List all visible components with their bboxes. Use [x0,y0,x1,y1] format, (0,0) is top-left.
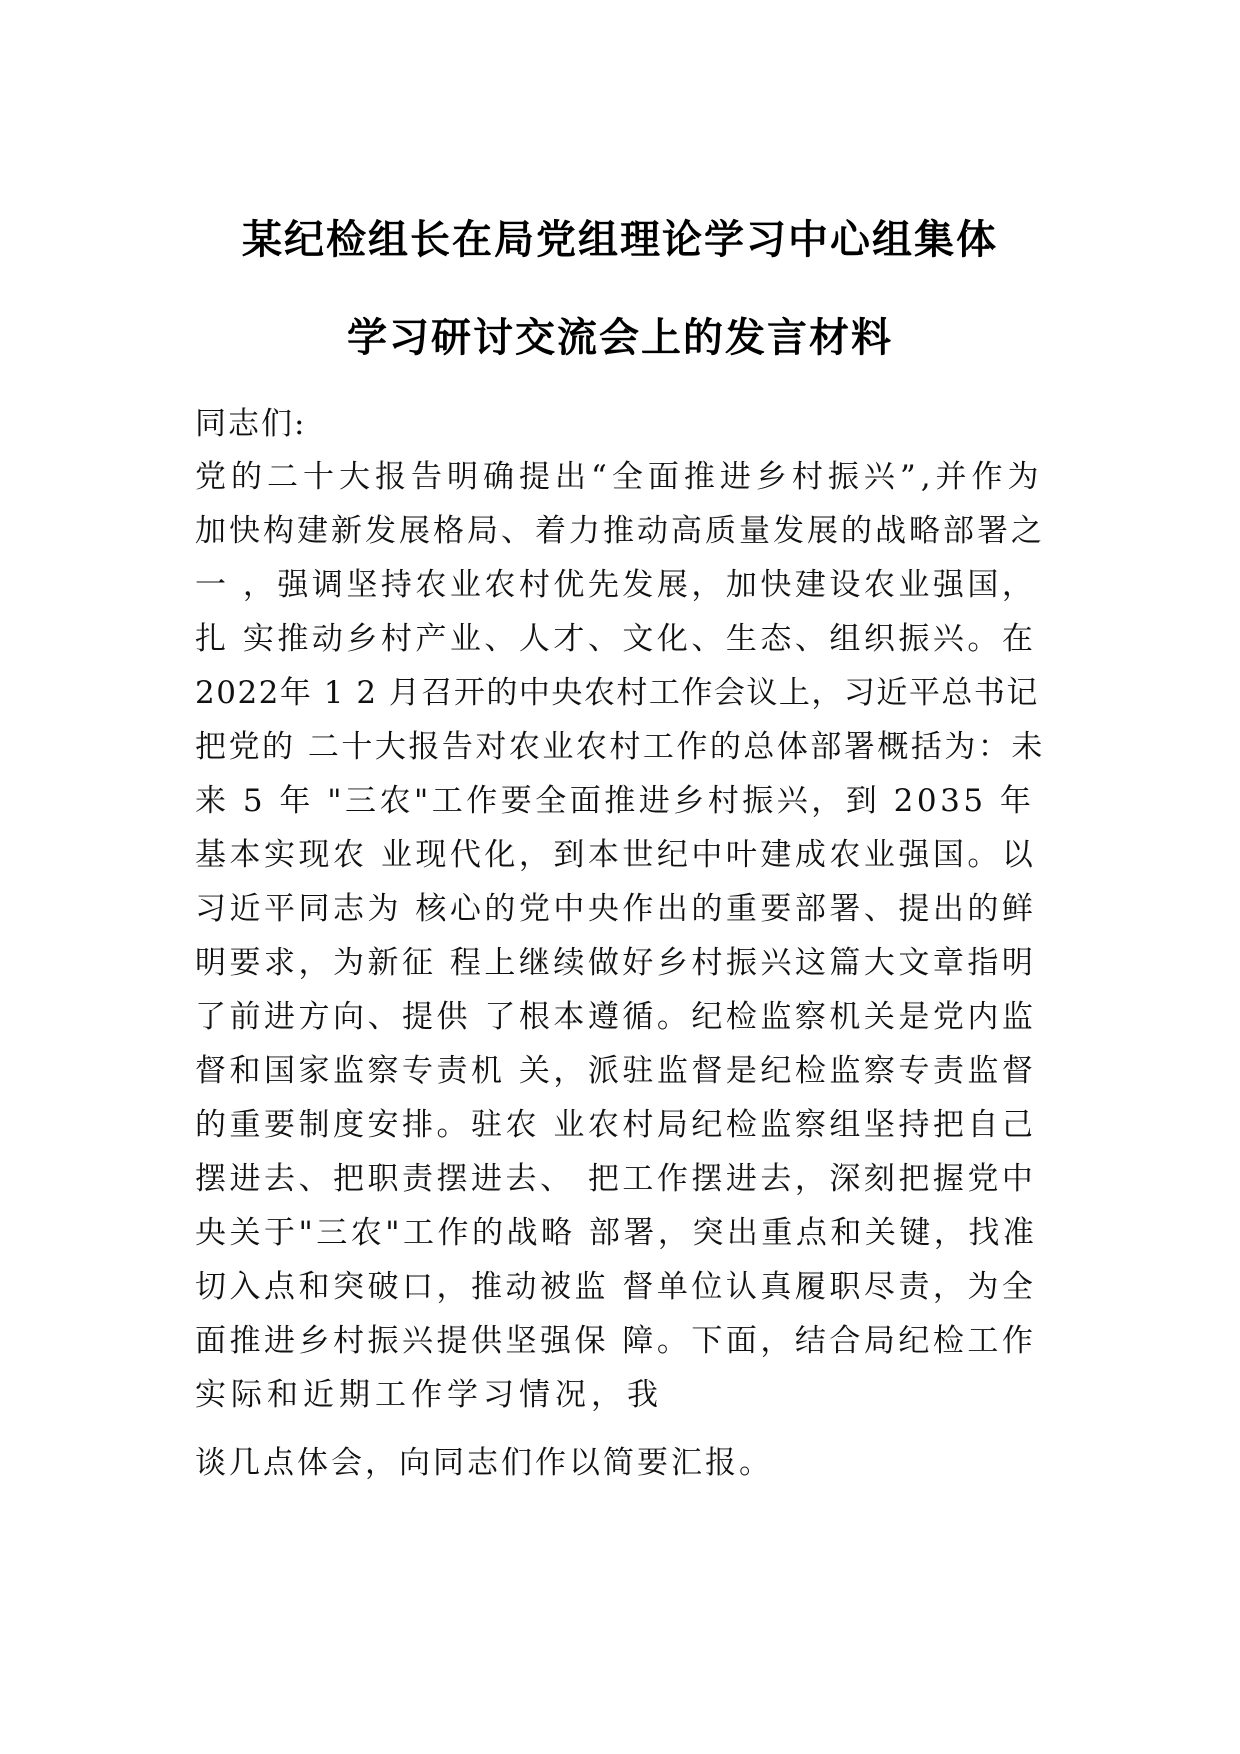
document-title-line-1: 某纪检组长在局党组理论学习中心组集体 [242,217,998,263]
paragraph-line: 基本实现农 业现代化，到本世纪中叶建成农业强国。以 [195,837,1037,873]
paragraph-line: 党的二十大报告明确提出“全面推进乡村振兴”,并作为 [195,459,1044,495]
paragraph-line: 一 ，强调坚持农业农村优先发展，加快建设农业强国， [195,567,1037,603]
paragraph-line: 实际和近期工作学习情况，我 [195,1377,663,1413]
paragraph-line: 习近平同志为 核心的党中央作出的重要部署、提出的鲜 [195,891,1037,927]
document-title-line-2: 学习研讨交流会上的发言材料 [347,315,893,361]
paragraph-line: 明要求，为新征 程上继续做好乡村振兴这篇大文章指明 [195,945,1037,981]
paragraph-line: 扎 实推动乡村产业、人才、文化、生态、组织振兴。在 [195,621,1037,657]
paragraph-line: 切入点和突破口，推动被监 督单位认真履职尽责，为全 [195,1269,1037,1305]
paragraph-line: 2022年 1 2 月召开的中央农村工作会议上，习近平总书记 [195,675,1039,711]
paragraph-line: 督和国家监察专责机 关，派驻监督是纪检监察专责监督 [195,1053,1037,1089]
paragraph-line: 面推进乡村振兴提供坚强保 障。下面，结合局纪检工作 [195,1323,1037,1359]
paragraph-line: 了前进方向、提供 了根本遵循。纪检监察机关是党内监 [195,999,1037,1035]
paragraph-line: 的重要制度安排。驻农 业农村局纪检监察组坚持把自己 [195,1107,1037,1143]
salutation: 同志们: [195,406,307,442]
paragraph-line: 央关于"三农"工作的战略 部署，突出重点和关键，找准 [195,1215,1038,1251]
paragraph-line: 来 5 年 "三农"工作要全面推进乡村振兴，到 2035 年 [195,783,1035,819]
paragraph-line: 把党的 二十大报告对农业农村工作的总体部署概括为：未 [195,729,1045,765]
closing-line: 谈几点体会，向同志们作以简要汇报。 [195,1445,773,1481]
paragraph-line: 加快构建新发展格局、着力推动高质量发展的战略部署之 [195,513,1045,549]
paragraph-line: 摆进去、把职责摆进去、 把工作摆进去，深刻把握党中 [195,1161,1037,1197]
